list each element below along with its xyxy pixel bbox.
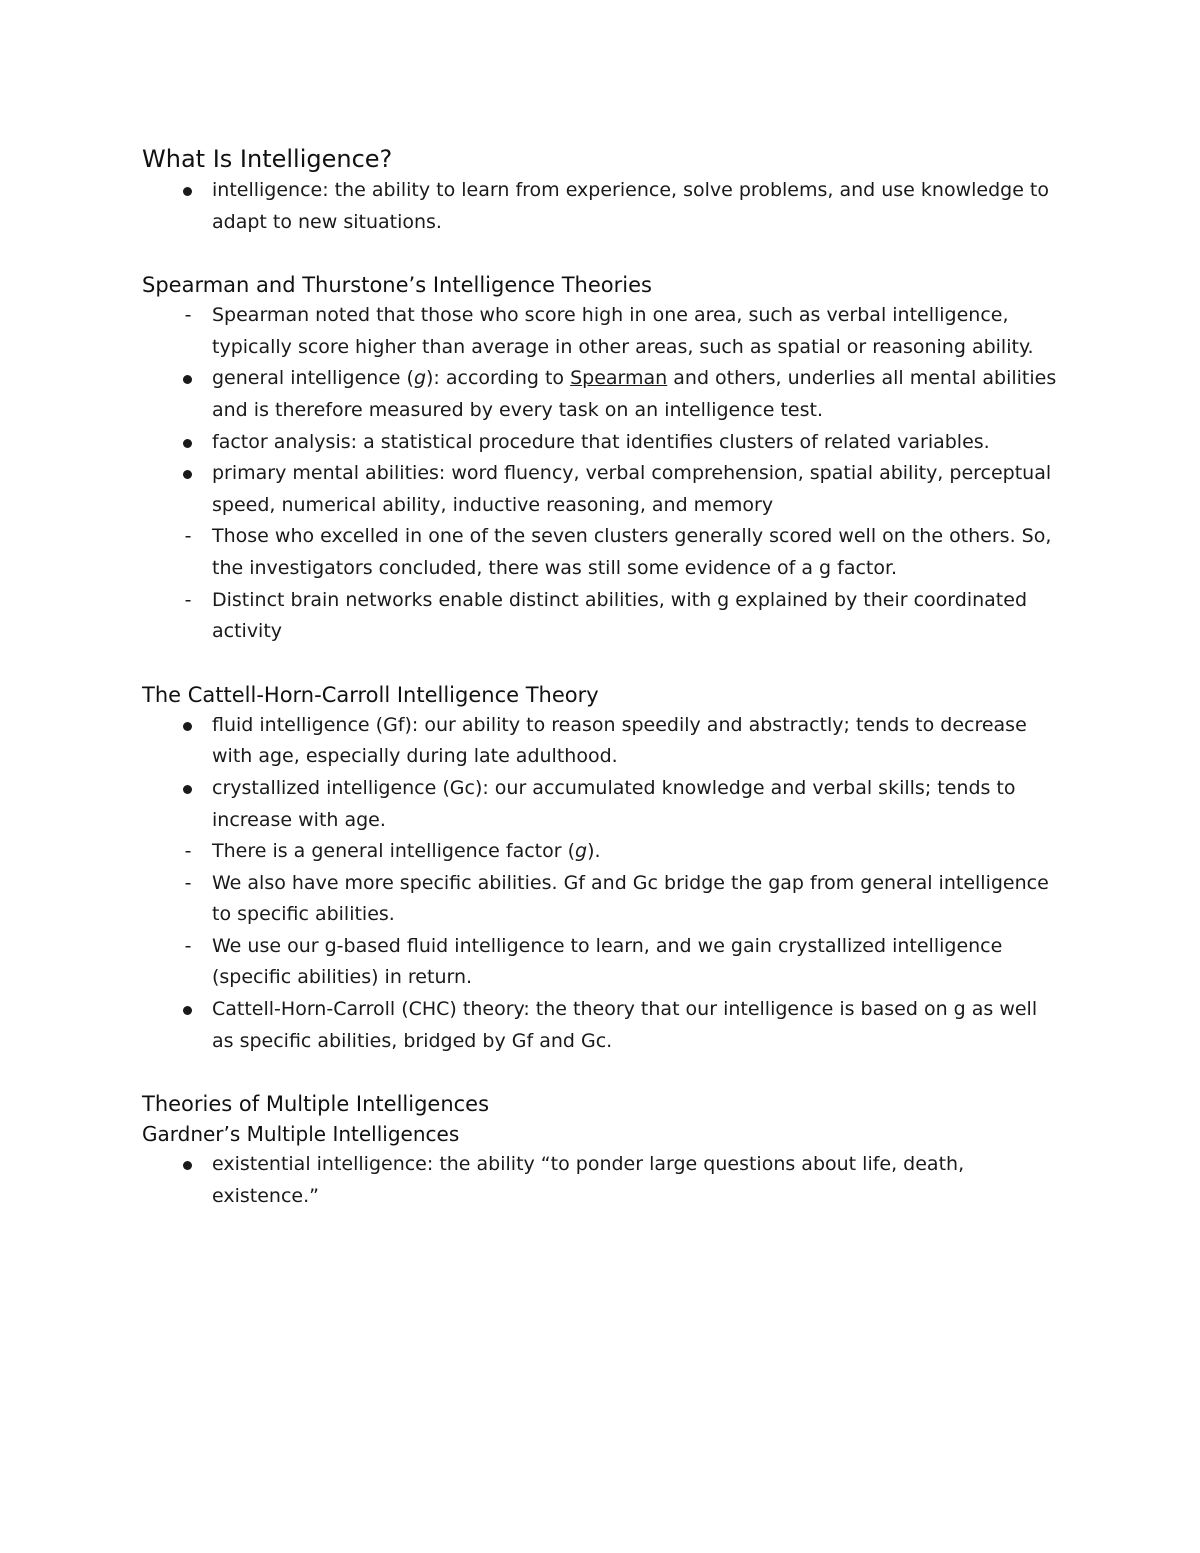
section-subheading: Gardner’s Multiple Intelligences bbox=[142, 1122, 460, 1147]
item-text: Spearman noted that those who score high in one area, such as verbal intelligence, typically score higher than average in other areas, such as spatial or reasoning ability. bbox=[212, 304, 1034, 358]
dash-icon: - bbox=[184, 304, 192, 327]
spearman-link[interactable]: Spearman bbox=[570, 367, 668, 390]
item-text: We also have more specific abilities. Gf and Gc bridge the gap from general intelligence to specific abilities. bbox=[212, 871, 1049, 926]
section-heading: Spearman and Thurstone’s Intelligence Theories bbox=[142, 273, 652, 298]
document-body bbox=[142, 143, 1062, 1212]
item-text: factor analysis: a statistical procedure that identifies clusters of related variables. bbox=[212, 430, 990, 453]
section-spearman-thurstone bbox=[142, 270, 1062, 648]
list-item bbox=[142, 427, 1062, 459]
item-text: intelligence: the ability to learn from experience, solve problems, and use knowledge to adapt to new situations. bbox=[212, 179, 1050, 233]
section-heading: What Is Intelligence? bbox=[142, 145, 393, 173]
item-text: Those who excelled in one of the seven clusters generally scored well on the others. So, the investigators concluded, there was still some evidence of a g factor. bbox=[212, 525, 1052, 579]
item-list bbox=[142, 300, 1062, 648]
list-item bbox=[142, 363, 1062, 426]
section-multiple-intelligences bbox=[142, 1089, 1062, 1212]
item-text: fluid intelligence (Gf): our ability to reason speedily and abstractly; tends to decrease with age, especially during late adulthood. bbox=[212, 713, 1027, 768]
item-list bbox=[142, 1149, 1062, 1212]
item-text: Distinct brain networks enable distinct abilities, with g explained by their coordinated activity bbox=[212, 588, 1028, 643]
list-item bbox=[142, 1149, 1062, 1212]
item-text: ): according to bbox=[426, 367, 571, 390]
section-chc-theory bbox=[142, 680, 1062, 1058]
dash-icon: - bbox=[184, 871, 192, 894]
item-text: existential intelligence: the ability “to ponder large questions about life, death, existence.” bbox=[212, 1153, 965, 1207]
item-list bbox=[142, 175, 1062, 238]
list-item bbox=[142, 773, 1062, 836]
dash-icon: - bbox=[184, 840, 192, 863]
list-item bbox=[142, 521, 1062, 584]
dash-icon: - bbox=[184, 588, 192, 611]
list-item bbox=[142, 585, 1062, 648]
section-heading: Theories of Multiple Intelligences bbox=[142, 1092, 490, 1117]
list-item bbox=[142, 458, 1062, 521]
item-text: There is a general intelligence factor ( bbox=[212, 840, 575, 863]
item-text: and others, underlies all mental abilities and is therefore measured by every task on an intelligence test. bbox=[212, 367, 1057, 421]
item-text-italic: g bbox=[413, 367, 426, 390]
section-heading: The Cattell-Horn-Carroll Intelligence Theory bbox=[142, 682, 599, 707]
list-item bbox=[142, 931, 1062, 994]
list-item bbox=[142, 175, 1062, 238]
item-text: crystallized intelligence (Gc): our accumulated knowledge and verbal skills; tends to increase with age. bbox=[212, 776, 1016, 831]
item-list bbox=[142, 710, 1062, 1058]
section-what-is-intelligence bbox=[142, 143, 1062, 238]
item-text: Cattell-Horn-Carroll (CHC) theory: the theory that our intelligence is based on g as well as specific abilities, bridged by Gf and Gc. bbox=[212, 998, 1038, 1052]
item-text: ). bbox=[587, 840, 601, 863]
list-item bbox=[142, 868, 1062, 931]
item-text-italic: g bbox=[575, 840, 588, 863]
list-item bbox=[142, 994, 1062, 1057]
item-text: primary mental abilities: word fluency, verbal comprehension, spatial ability, perceptual speed, numerical ability, inductive reasoning, and memory bbox=[212, 462, 1052, 516]
item-text: general intelligence ( bbox=[212, 367, 414, 390]
dash-icon: - bbox=[184, 525, 192, 548]
item-text: We use our g-based fluid intelligence to learn, and we gain crystallized intelligence (specific abilities) in return. bbox=[212, 934, 1003, 989]
list-item bbox=[142, 710, 1062, 773]
dash-icon: - bbox=[184, 934, 192, 957]
list-item bbox=[142, 300, 1062, 363]
list-item bbox=[142, 836, 1062, 868]
